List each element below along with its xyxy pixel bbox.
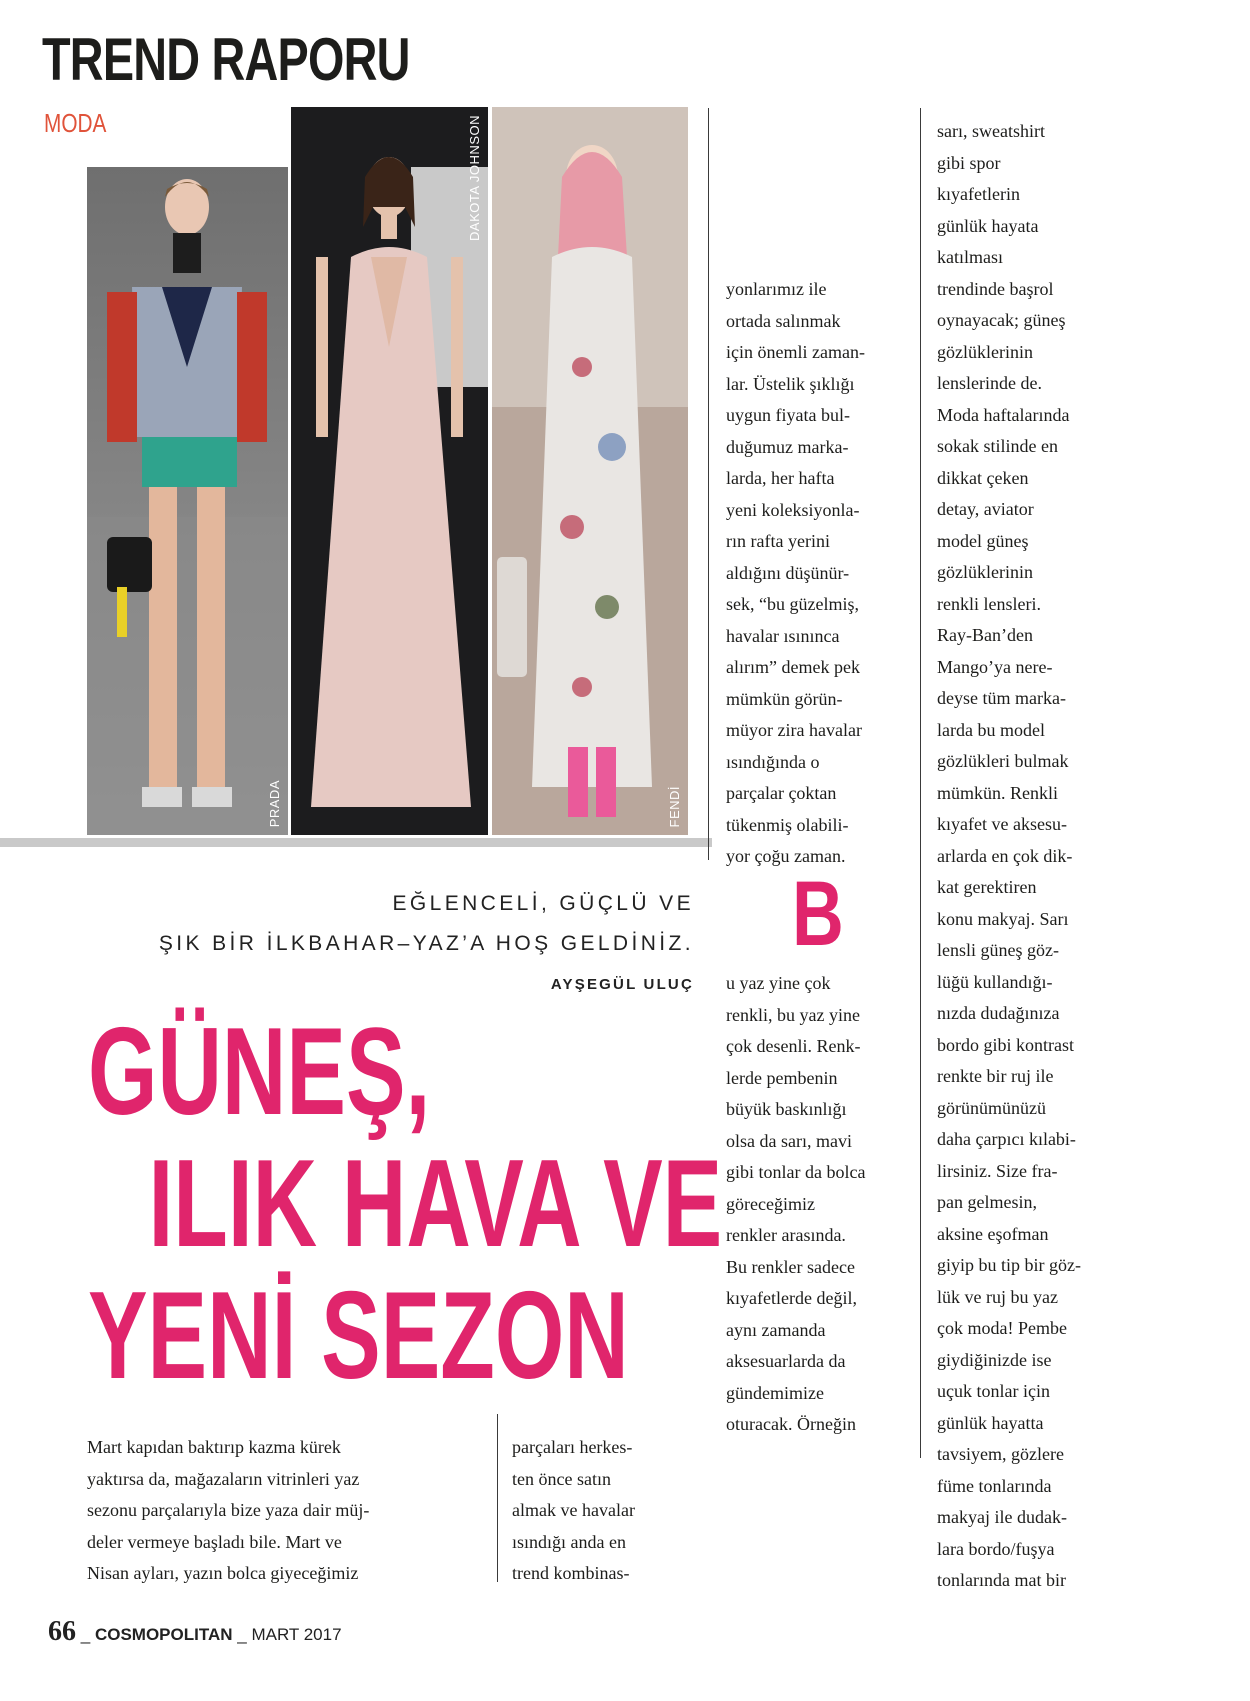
column-rule	[497, 1414, 498, 1582]
body-line: rın rafta yerini	[726, 531, 830, 551]
body-line: mümkün. Renkli	[937, 782, 1058, 803]
photo-dakota-johnson	[291, 107, 488, 835]
body-line: göreceğimiz	[726, 1193, 815, 1214]
body-line: konu makyaj. Sarı	[937, 908, 1069, 929]
body-line: çok desenli. Renk-	[726, 1036, 861, 1056]
body-line: aksine eşofman	[937, 1223, 1049, 1244]
body-line: aynı zamanda	[726, 1319, 826, 1340]
body-line: gözlüklerinin	[937, 341, 1033, 362]
headline-line: ILIK HAVA VE	[148, 1135, 723, 1273]
body-line: larda bu model	[937, 719, 1045, 740]
body-line: lara bordo/fuşya	[937, 1538, 1055, 1559]
body-line: füme tonlarında	[937, 1475, 1052, 1496]
author-byline: AYŞEGÜL ULUÇ	[550, 976, 694, 993]
intro-line: EĞLENCELİ, GÜÇLÜ VE	[392, 892, 694, 915]
body-line: uçuk tonlar için	[937, 1381, 1050, 1401]
body-line: sokak stilinde en	[937, 436, 1058, 456]
photo-credit: PRADA	[267, 779, 282, 827]
headline-line: GÜNEŞ,	[88, 1003, 431, 1141]
body-line: renkli lensleri.	[937, 593, 1041, 614]
body-line: duğumuz marka-	[726, 436, 849, 457]
magazine-name: COSMOPOLITAN	[94, 1625, 233, 1644]
body-line: ten önce satın	[512, 1468, 611, 1489]
footer-separator: _	[237, 1625, 247, 1644]
body-line: giydiğinizde ise	[937, 1349, 1052, 1370]
body-line: yaktırsa da, mağazaların vitrinleri yaz	[87, 1468, 360, 1489]
body-line: Nisan ayları, yazın bolca giyeceğimiz	[87, 1563, 359, 1583]
body-line: gibi tonlar da bolca	[726, 1162, 866, 1182]
body-line: daha çarpıcı kılabi-	[937, 1129, 1076, 1149]
body-line: dikkat çeken	[937, 467, 1029, 488]
body-line: mümkün görün-	[726, 688, 843, 709]
photo-credit: FENDİ	[667, 785, 682, 827]
body-column-3-top	[726, 274, 865, 873]
body-line: renkte bir ruj ile	[937, 1066, 1054, 1086]
body-line: yonlarımız ile	[726, 279, 827, 299]
body-line: Mango’ya nere-	[937, 656, 1053, 677]
red-carpet-image	[291, 107, 488, 835]
body-column-2	[512, 1432, 635, 1590]
body-line: gözlükleri bulmak	[937, 751, 1069, 771]
body-line: alırım” demek pek	[726, 657, 860, 677]
body-line: kat gerektiren	[937, 877, 1037, 897]
body-line: aldığını düşünür-	[726, 562, 850, 583]
body-line: Moda haftalarında	[937, 404, 1070, 425]
body-line: kıyafetlerde değil,	[726, 1288, 857, 1308]
body-line: yor çoğu zaman.	[726, 846, 846, 866]
body-column-3-bottom	[726, 968, 865, 1441]
headline-line: YENİ SEZON	[88, 1267, 629, 1405]
divider-bar	[0, 838, 712, 847]
body-line: gibi spor	[937, 152, 1001, 173]
body-line: kıyafetlerin	[937, 184, 1020, 204]
intro-text	[159, 884, 694, 964]
body-line: trendinde başrol	[937, 278, 1054, 299]
body-line: makyaj ile dudak-	[937, 1507, 1067, 1527]
body-line: bordo gibi kontrast	[937, 1034, 1074, 1055]
headline	[88, 1003, 723, 1405]
body-line: sek, “bu güzelmiş,	[726, 594, 859, 614]
body-line: u yaz yine çok	[726, 973, 831, 993]
body-line: Ray-Ban’den	[937, 625, 1033, 645]
body-line: oturacak. Örneğin	[726, 1414, 856, 1434]
body-line: renkli, bu yaz yine	[726, 1004, 860, 1025]
column-rule	[708, 108, 709, 860]
body-line: lirsiniz. Size fra-	[937, 1160, 1058, 1181]
photo-prada	[87, 167, 288, 835]
body-line: deyse tüm marka-	[937, 688, 1066, 708]
body-line: lerde pembenin	[726, 1067, 838, 1088]
body-line: lenslerinde de.	[937, 373, 1042, 393]
body-line: ortada salınmak	[726, 310, 841, 331]
body-line: pan gelmesin,	[937, 1192, 1037, 1212]
body-line: günlük hayatta	[937, 1412, 1044, 1433]
footer-separator: _	[80, 1625, 91, 1644]
column-rule	[920, 108, 921, 1458]
body-line: görünümünüzü	[937, 1097, 1046, 1118]
body-line: havalar ısınınca	[726, 625, 840, 646]
body-line: lensli güneş göz-	[937, 940, 1059, 960]
fendi-runway-image	[492, 107, 688, 835]
body-line: Mart kapıdan baktırıp kazma kürek	[87, 1437, 341, 1457]
body-line: deler vermeye başladı bile. Mart ve	[87, 1531, 342, 1552]
body-line: müyor zira havalar	[726, 720, 862, 740]
photo-fendi	[492, 107, 688, 835]
photo-credit: DAKOTA JOHNSON	[467, 115, 482, 241]
body-line: büyük baskınlığı	[726, 1099, 847, 1119]
body-line: tükenmiş olabili-	[726, 814, 849, 835]
body-line: giyip bu tip bir göz-	[937, 1255, 1081, 1275]
body-line: kıyafet ve aksesu-	[937, 814, 1067, 834]
body-line: tavsiyem, gözlere	[937, 1444, 1064, 1464]
body-line: arlarda en çok dik-	[937, 845, 1073, 866]
body-line: gündemimize	[726, 1382, 824, 1403]
body-line: Bu renkler sadece	[726, 1256, 855, 1277]
prada-runway-image	[87, 167, 288, 835]
body-line: çok moda! Pembe	[937, 1318, 1067, 1338]
body-line: yeni koleksiyonla-	[726, 499, 860, 520]
page-number: 66	[48, 1616, 76, 1647]
body-line: parçaları herkes-	[512, 1437, 633, 1457]
issue-date: MART 2017	[251, 1625, 342, 1644]
body-line: katılması	[937, 247, 1003, 267]
body-line: oynayacak; güneş	[937, 310, 1066, 330]
body-line: günlük hayata	[937, 215, 1039, 236]
body-line: gözlüklerinin	[937, 562, 1033, 582]
body-line: olsa da sarı, mavi	[726, 1130, 852, 1151]
page-footer	[48, 1616, 342, 1648]
body-line: trend kombinas-	[512, 1563, 630, 1583]
body-line: sarı, sweatshirt	[937, 121, 1045, 141]
body-line: lüğü kullandığı-	[937, 971, 1053, 992]
body-line: nızda dudağınıza	[937, 1003, 1060, 1023]
body-line: renkler arasında.	[726, 1225, 846, 1245]
body-line: tonlarında mat bir	[937, 1570, 1066, 1590]
intro-line: ŞIK BİR İLKBAHAR–YAZ’A HOŞ GELDİNİZ.	[158, 932, 694, 955]
body-line: için önemli zaman-	[726, 342, 865, 362]
body-line: almak ve havalar	[512, 1500, 635, 1520]
body-line: ısındığında o	[726, 751, 820, 772]
body-line: uygun fiyata bul-	[726, 405, 850, 425]
body-line: lar. Üstelik şıklığı	[726, 373, 855, 394]
page-title: TREND RAPORU	[42, 26, 410, 93]
body-line: sezonu parçalarıyla bize yaza dair müj-	[87, 1500, 370, 1520]
body-line: larda, her hafta	[726, 468, 835, 488]
body-line: detay, aviator	[937, 499, 1034, 519]
drop-cap: B	[792, 863, 844, 965]
body-column-4	[937, 116, 1081, 1597]
body-line: parçalar çoktan	[726, 783, 837, 803]
section-label: MODA	[44, 108, 107, 138]
body-line: model güneş	[937, 530, 1029, 551]
body-line: aksesuarlarda da	[726, 1351, 846, 1371]
body-line: ısındığı anda en	[512, 1531, 626, 1552]
body-column-1	[87, 1432, 369, 1590]
body-line: lük ve ruj bu yaz	[937, 1286, 1058, 1307]
